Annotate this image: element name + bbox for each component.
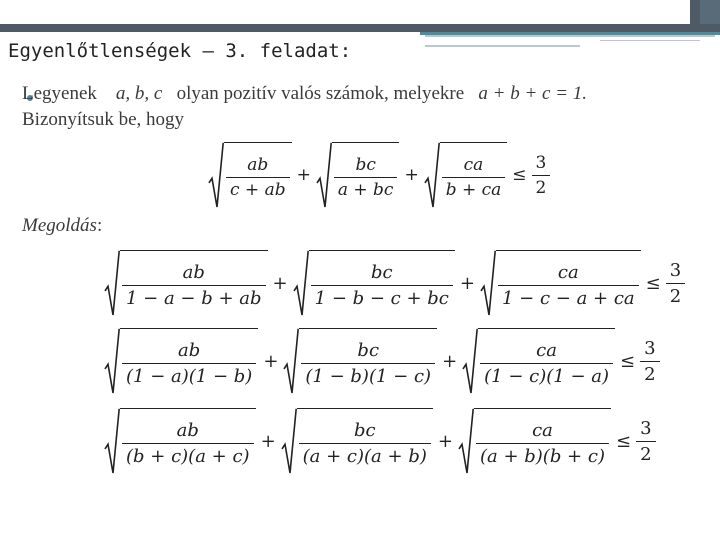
radicand [224,142,292,208]
sqrt-term [458,408,611,474]
denominator: (a + b)(b + c) [476,443,609,467]
radicand [297,408,433,474]
sqrt-term [462,328,615,394]
intro-condition: a + b + c = 1. [478,83,588,104]
fraction [666,260,685,307]
numerator: ca [532,420,553,441]
radical-sign-icon [458,408,474,474]
radicand [299,328,437,394]
header-divider-line [425,35,715,37]
solution-step-3 [104,408,656,474]
numerator: ab [182,262,205,283]
radicand [440,142,508,208]
plus-sign: + [404,165,419,185]
header-bar [0,24,720,32]
denominator: b + ca [442,177,506,200]
fraction [301,340,435,387]
sqrt-term [281,408,433,474]
leq-sign: ≤ [512,165,527,185]
sqrt-term [208,142,292,208]
solution-heading [22,215,102,237]
numerator: 3 [669,259,682,281]
plus-sign: + [437,430,453,452]
fraction [442,155,506,200]
denominator: (1 − b)(1 − c) [301,363,435,387]
numerator: bc [355,155,376,175]
fraction [122,420,254,467]
radical-sign-icon [104,408,120,474]
leq-sign: ≤ [645,272,661,294]
denominator: 1 − a − b + ab [122,285,266,309]
radical-sign-icon [480,250,496,316]
numerator: ca [557,262,579,283]
fraction [640,338,659,385]
radical-sign-icon [293,250,309,316]
numerator: ab [176,420,199,441]
radicand [332,142,400,208]
denominator: 2 [666,283,685,307]
header-corner-block-accent [700,0,720,24]
radical-sign-icon [104,328,120,394]
numerator: bc [370,262,393,283]
intro-middle: olyan pozitív valós számok, melyekre [176,83,465,104]
sqrt-term [316,142,400,208]
radicand [478,328,615,394]
fraction [122,340,256,387]
solution-step-1 [104,250,685,316]
fraction [311,262,453,309]
solution-colon: : [96,215,103,236]
radical-sign-icon [208,142,224,208]
radicand [309,250,455,316]
header-divider-line [600,40,700,41]
numerator: ca [463,155,484,175]
radicand [496,250,641,316]
denominator: (1 − a)(1 − b) [122,363,256,387]
intro-line [22,83,587,105]
numerator: 3 [535,152,547,173]
fraction [498,262,639,309]
denominator: (1 − c)(1 − a) [480,363,613,387]
numerator: bc [353,420,376,441]
denominator: 1 − b − c + bc [311,285,453,309]
intro-line-2: Bizonyítsuk be, hogy [22,109,185,130]
intro-vars: a, b, c [115,83,163,104]
sqrt-term [104,408,256,474]
leq-sign: ≤ [615,430,632,452]
solution-step-2 [104,328,660,394]
sqrt-term [283,328,437,394]
radicand [120,250,268,316]
denominator: 1 − c − a + ca [498,285,639,309]
radicand [120,408,256,474]
radicand [120,328,258,394]
fraction [334,155,398,200]
sqrt-term [424,142,508,208]
denominator: 2 [640,361,659,385]
plus-sign: + [263,350,279,372]
denominator: 2 [636,441,655,465]
radical-sign-icon [462,328,478,394]
numerator: ab [178,340,201,361]
numerator: 3 [644,337,656,359]
fraction [636,418,655,465]
sqrt-term [293,250,455,316]
radicand [474,408,611,474]
slide-title: Egyenlőtlenségek – 3. feladat: [8,40,352,62]
rhs-value [666,260,685,307]
fraction [532,153,551,198]
denominator: 2 [532,175,551,198]
fraction [122,262,266,309]
fraction [299,420,431,467]
denominator: (a + c)(a + b) [299,443,431,467]
numerator: ab [247,155,269,175]
plus-sign: + [459,272,475,294]
claim-inequality [208,142,550,208]
fraction [226,155,290,200]
rhs-value [532,153,551,198]
sqrt-term [104,328,258,394]
fraction [480,340,613,387]
numerator: ca [536,340,557,361]
leq-sign: ≤ [620,350,636,372]
rhs-value [640,338,659,385]
fraction [476,420,609,467]
radical-sign-icon [316,142,332,208]
intro-word: Legyenek [22,83,97,104]
denominator: a + bc [334,177,398,200]
numerator: 3 [640,417,652,439]
rhs-value [636,418,655,465]
denominator: (b + c)(a + c) [122,443,254,467]
solution-label: Megoldás [22,215,97,236]
numerator: bc [357,340,380,361]
header-divider-line [425,45,580,47]
plus-sign: + [296,165,311,185]
radical-sign-icon [104,250,120,316]
plus-sign: + [272,272,288,294]
plus-sign: + [260,430,276,452]
sqrt-term [104,250,268,316]
radical-sign-icon [281,408,297,474]
denominator: c + ab [226,177,290,200]
radical-sign-icon [424,142,440,208]
plus-sign: + [442,350,458,372]
radical-sign-icon [283,328,299,394]
sqrt-term [480,250,641,316]
